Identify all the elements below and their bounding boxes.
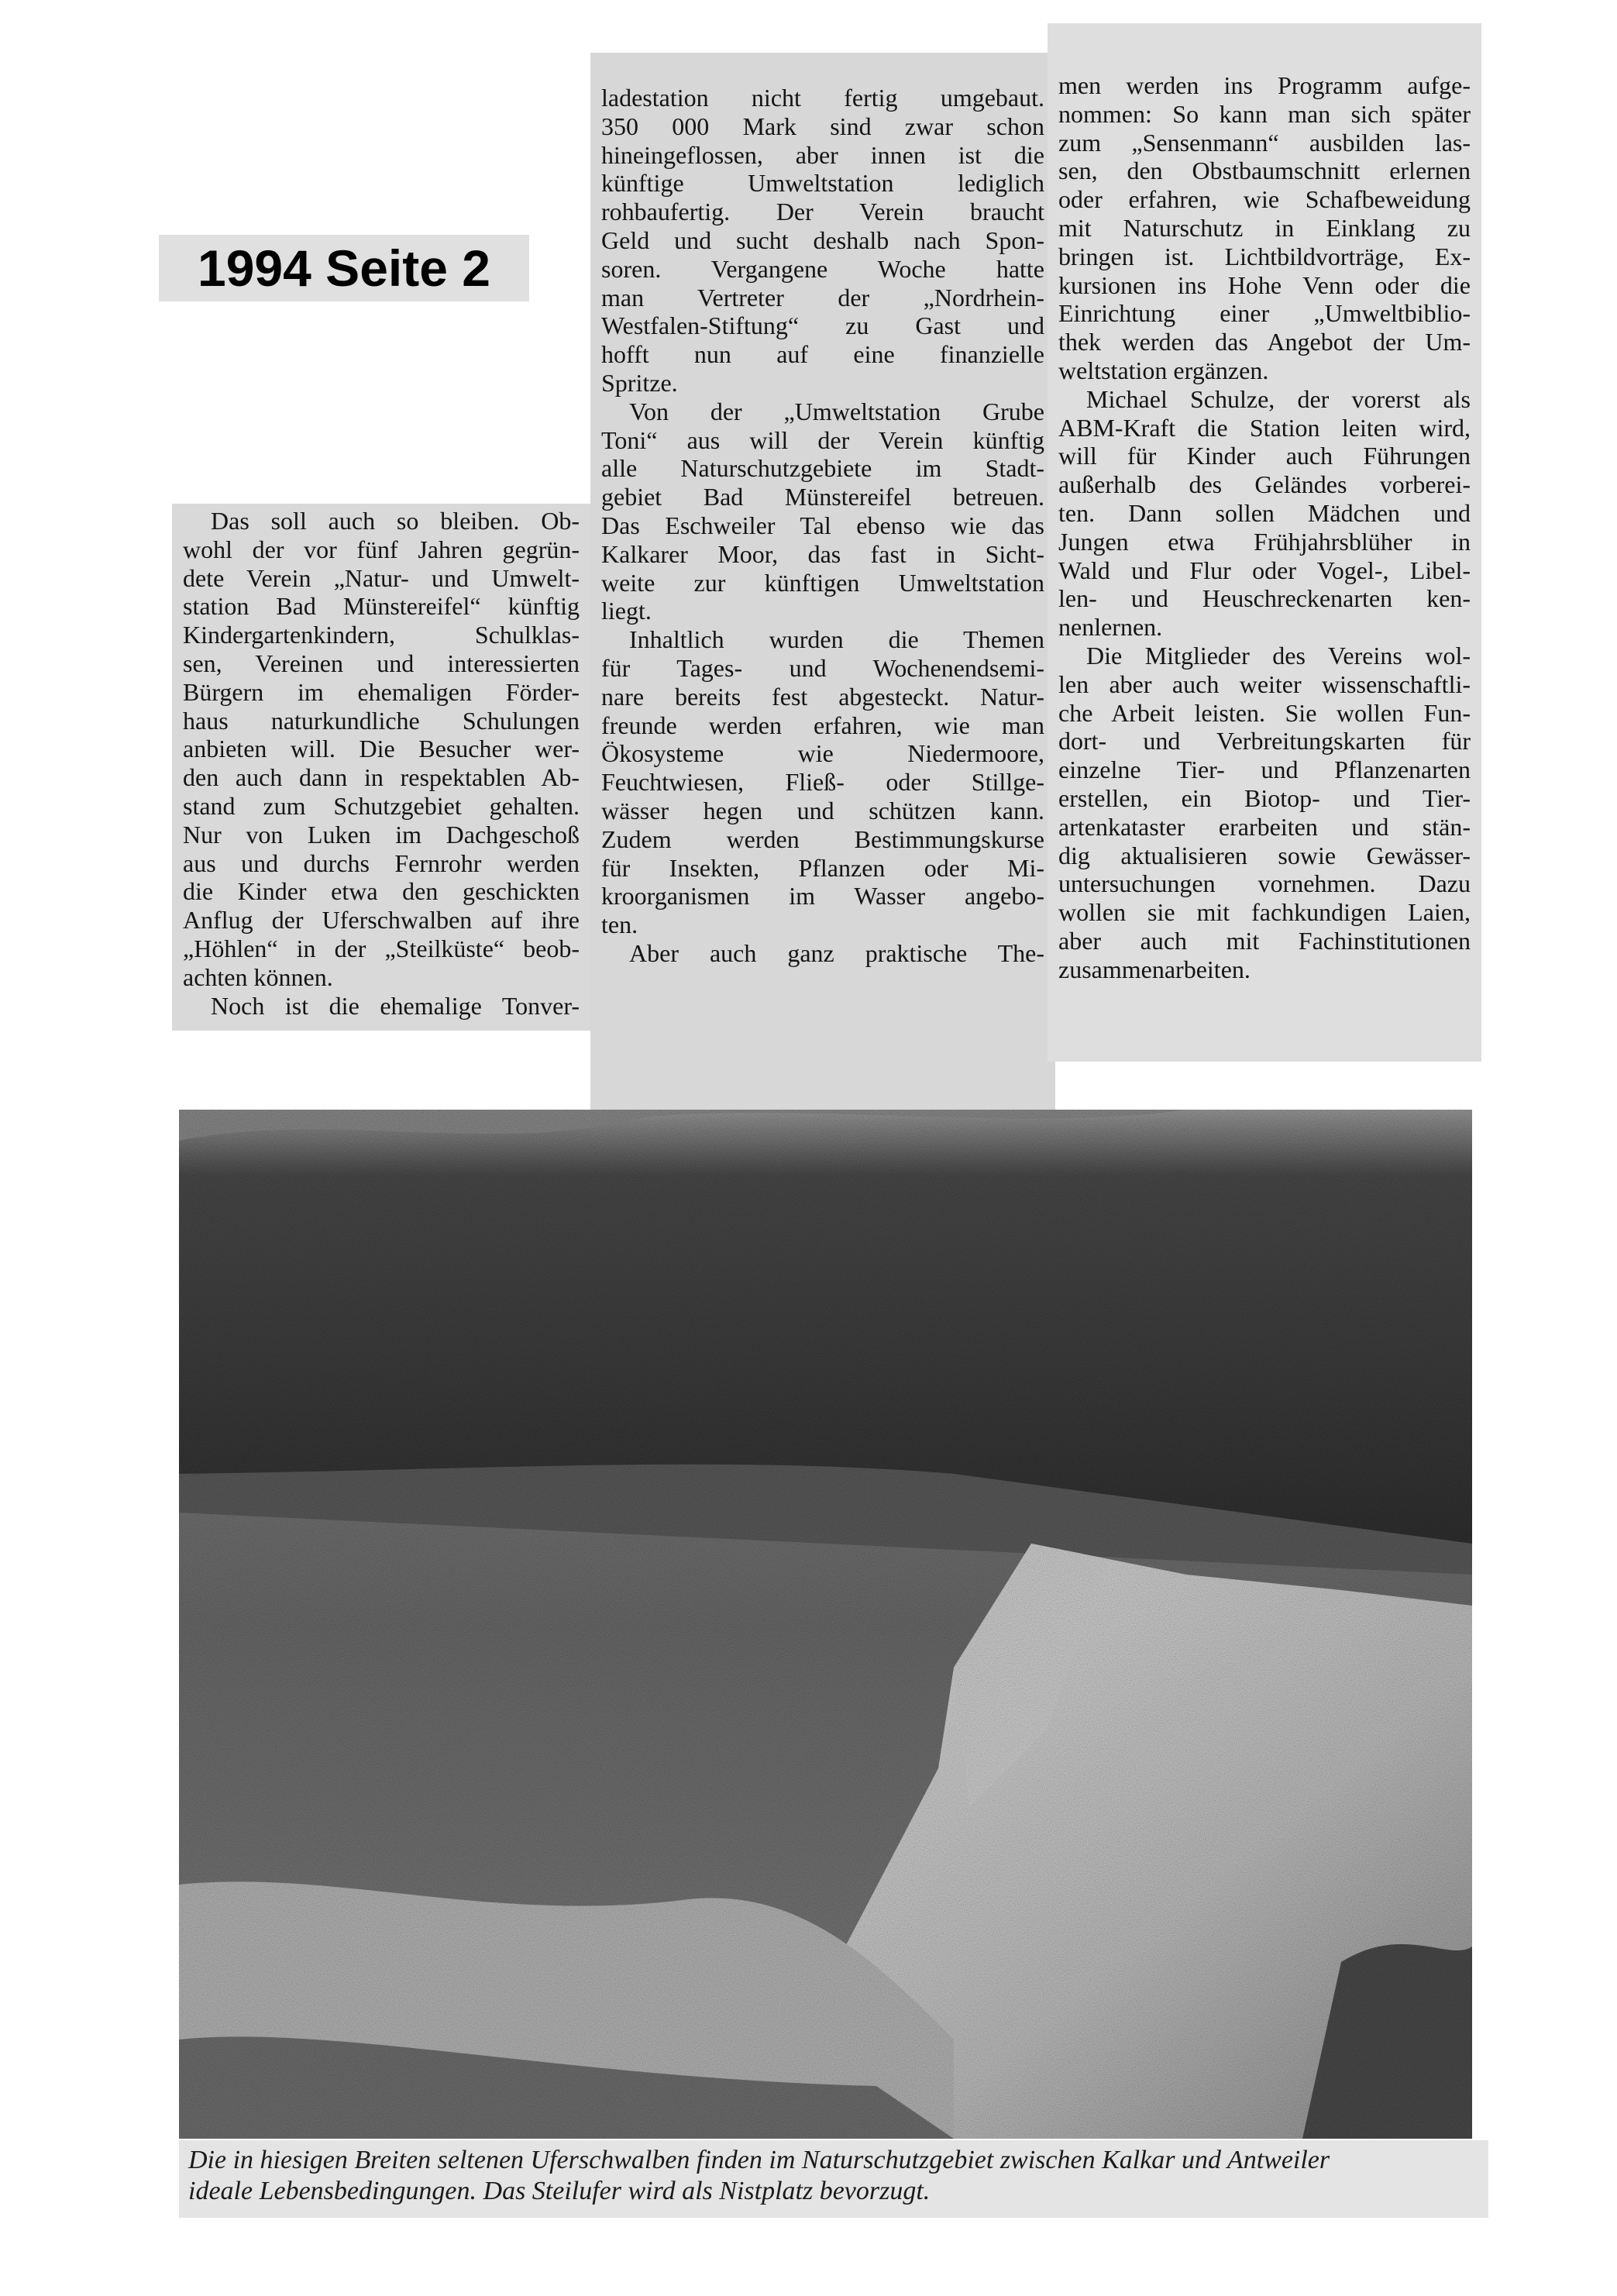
text-line: artenkataster erarbeiten und stän- bbox=[1058, 812, 1471, 841]
page-label: 1994 Seite 2 bbox=[159, 235, 529, 301]
riverbank-cliff-photo bbox=[179, 1110, 1472, 2139]
text-line: dig aktualisieren sowie Gewässer- bbox=[1058, 841, 1471, 869]
text-line: gebiet Bad Münstereifel betreuen. bbox=[601, 483, 1044, 511]
text-line: Die Mitglieder des Vereins wol- bbox=[1086, 641, 1471, 670]
text-line: wässer hegen und schützen kann. bbox=[601, 796, 1044, 824]
text-line: Feuchtwiesen, Fließ- oder Stillge- bbox=[601, 768, 1044, 797]
text-line: man Vertreter der „Nordrhein- bbox=[601, 283, 1044, 312]
photo-caption bbox=[179, 2140, 1488, 2218]
text-line: weite zur künftigen Umweltstation bbox=[601, 568, 1044, 597]
text-line: aber auch mit Fachinstitutionen bbox=[1058, 926, 1471, 955]
text-line: ABM-Kraft die Station leiten wird, bbox=[1058, 413, 1471, 442]
text-line: haus naturkundliche Schulungen bbox=[183, 706, 580, 735]
text-line: ladestation nicht fertig umgebaut. bbox=[601, 84, 1044, 112]
text-line: alle Naturschutzgebiete im Stadt- bbox=[601, 454, 1044, 483]
text-line: Kindergartenkindern, Schulklas- bbox=[183, 621, 580, 649]
text-line: künftige Umweltstation lediglich bbox=[601, 169, 1044, 198]
text-line: nenlernen. bbox=[1058, 613, 1163, 642]
text-line: zum „Sensenmann“ ausbilden las- bbox=[1058, 128, 1471, 157]
text-line: hofft nun auf eine finanzielle bbox=[601, 340, 1044, 369]
text-line: che Arbeit leisten. Sie wollen Fun- bbox=[1058, 698, 1471, 727]
text-line: untersuchungen vornehmen. Dazu bbox=[1058, 869, 1471, 898]
text-line: stand zum Schutzgebiet gehalten. bbox=[183, 791, 580, 820]
text-line: anbieten will. Die Besucher wer- bbox=[183, 735, 580, 763]
text-line: Kalkarer Moor, das fast in Sicht- bbox=[601, 539, 1044, 568]
text-line: Das soll auch so bleiben. Ob- bbox=[211, 507, 580, 535]
text-line: Bürgern im ehemaligen Förder- bbox=[183, 677, 580, 706]
text-line: Geld und sucht deshalb nach Spon- bbox=[601, 225, 1044, 254]
text-line: men werden ins Programm aufge- bbox=[1058, 71, 1471, 99]
text-line: dete Verein „Natur- und Umwelt- bbox=[183, 563, 580, 592]
text-line: thek werden das Angebot der Um- bbox=[1058, 328, 1471, 356]
text-line: will für Kinder auch Führungen bbox=[1058, 442, 1471, 470]
text-line: Westfalen-Stiftung“ zu Gast und bbox=[601, 312, 1044, 340]
text-line: erstellen, ein Biotop- und Tier- bbox=[1058, 783, 1471, 812]
text-line: oder erfahren, wie Schafbeweidung bbox=[1058, 185, 1471, 214]
text-line: Von der „Umweltstation Grube bbox=[629, 397, 1044, 425]
news-photo bbox=[179, 1110, 1472, 2139]
article-column-middle bbox=[590, 53, 1055, 1122]
text-line: einzelne Tier- und Pflanzenarten bbox=[1058, 756, 1471, 784]
text-line: die Kinder etwa den geschickten bbox=[183, 877, 580, 906]
text-line: hineingeflossen, aber innen ist die bbox=[601, 140, 1044, 169]
text-line: Nur von Luken im Dachgeschoß bbox=[183, 820, 580, 849]
text-line: Spritze. bbox=[601, 368, 678, 397]
text-line: kursionen ins Hohe Venn oder die bbox=[1058, 270, 1471, 299]
text-line: Ökosysteme wie Niedermoore, bbox=[601, 739, 1044, 768]
text-line: station Bad Münstereifel“ künftig bbox=[183, 592, 580, 621]
text-line: 350 000 Mark sind zwar schon bbox=[601, 112, 1044, 140]
text-line: Anflug der Uferschwalben auf ihre bbox=[183, 906, 580, 935]
text-line: außerhalb des Geländes vorberei- bbox=[1058, 470, 1471, 499]
text-line: mit Naturschutz in Einklang zu bbox=[1058, 213, 1471, 242]
text-line: Inhaltlich wurden die Themen bbox=[629, 625, 1044, 654]
text-line: für Tages- und Wochenendsemi- bbox=[601, 653, 1044, 682]
text-line: zusammenarbeiten. bbox=[1058, 955, 1251, 983]
text-line: weltstation ergänzen. bbox=[1058, 356, 1269, 384]
article-column-left bbox=[172, 504, 590, 1031]
text-line: nare bereits fest abgesteckt. Natur- bbox=[601, 682, 1044, 711]
text-line: für Insekten, Pflanzen oder Mi- bbox=[601, 853, 1044, 882]
text-line: Michael Schulze, der vorerst als bbox=[1086, 384, 1471, 413]
text-line: Toni“ aus will der Verein künftig bbox=[601, 425, 1044, 454]
text-line: aus und durchs Fernrohr werden bbox=[183, 849, 580, 877]
text-line: soren. Vergangene Woche hatte bbox=[601, 254, 1044, 283]
text-line: sen, den Obstbaumschnitt erlernen bbox=[1058, 157, 1471, 185]
caption-line-1: Die in hiesigen Breiten seltenen Uferschwalben finden im Naturschutzgebiet zwischen Kalkar und Antweiler bbox=[188, 2146, 1330, 2174]
text-line: Jungen etwa Frühjahrsblüher in bbox=[1058, 527, 1471, 556]
text-line: den auch dann in respektablen Ab- bbox=[183, 763, 580, 792]
text-line: achten können. bbox=[183, 962, 333, 991]
text-line: freunde werden erfahren, wie man bbox=[601, 711, 1044, 739]
text-line: dort- und Verbreitungskarten für bbox=[1058, 727, 1471, 756]
article-column-right bbox=[1048, 23, 1481, 1062]
text-line: len- und Heuschreckenarten ken- bbox=[1058, 584, 1471, 613]
text-line: Aber auch ganz praktische The- bbox=[629, 938, 1044, 967]
text-line: Wald und Flur oder Vogel-, Libel- bbox=[1058, 556, 1471, 584]
text-line: wollen sie mit fachkundigen Laien, bbox=[1058, 898, 1471, 927]
text-line: Einrichtung einer „Umweltbiblio- bbox=[1058, 299, 1471, 328]
text-line: len aber auch weiter wissenschaftli- bbox=[1058, 670, 1471, 698]
text-line: sen, Vereinen und interessierten bbox=[183, 649, 580, 677]
caption-line-2: ideale Lebensbedingungen. Das Steilufer wird als Nistplatz bevorzugt. bbox=[188, 2177, 931, 2205]
text-line: ten. Dann sollen Mädchen und bbox=[1058, 498, 1471, 527]
text-line: Noch ist die ehemalige Tonver- bbox=[211, 991, 580, 1020]
text-line: liegt. bbox=[601, 597, 652, 625]
text-line: kroorganismen im Wasser angebo- bbox=[601, 882, 1044, 910]
text-line: wohl der vor fünf Jahren gegrün- bbox=[183, 535, 580, 563]
text-line: nommen: So kann man sich später bbox=[1058, 99, 1471, 128]
text-line: „Höhlen“ in der „Steilküste“ beob- bbox=[183, 934, 580, 962]
text-line: rohbaufertig. Der Verein braucht bbox=[601, 198, 1044, 226]
text-line: Zudem werden Bestimmungskurse bbox=[601, 824, 1044, 853]
text-line: ten. bbox=[601, 910, 638, 939]
text-line: Das Eschweiler Tal ebenso wie das bbox=[601, 511, 1044, 539]
text-line: bringen ist. Lichtbildvorträge, Ex- bbox=[1058, 242, 1471, 270]
